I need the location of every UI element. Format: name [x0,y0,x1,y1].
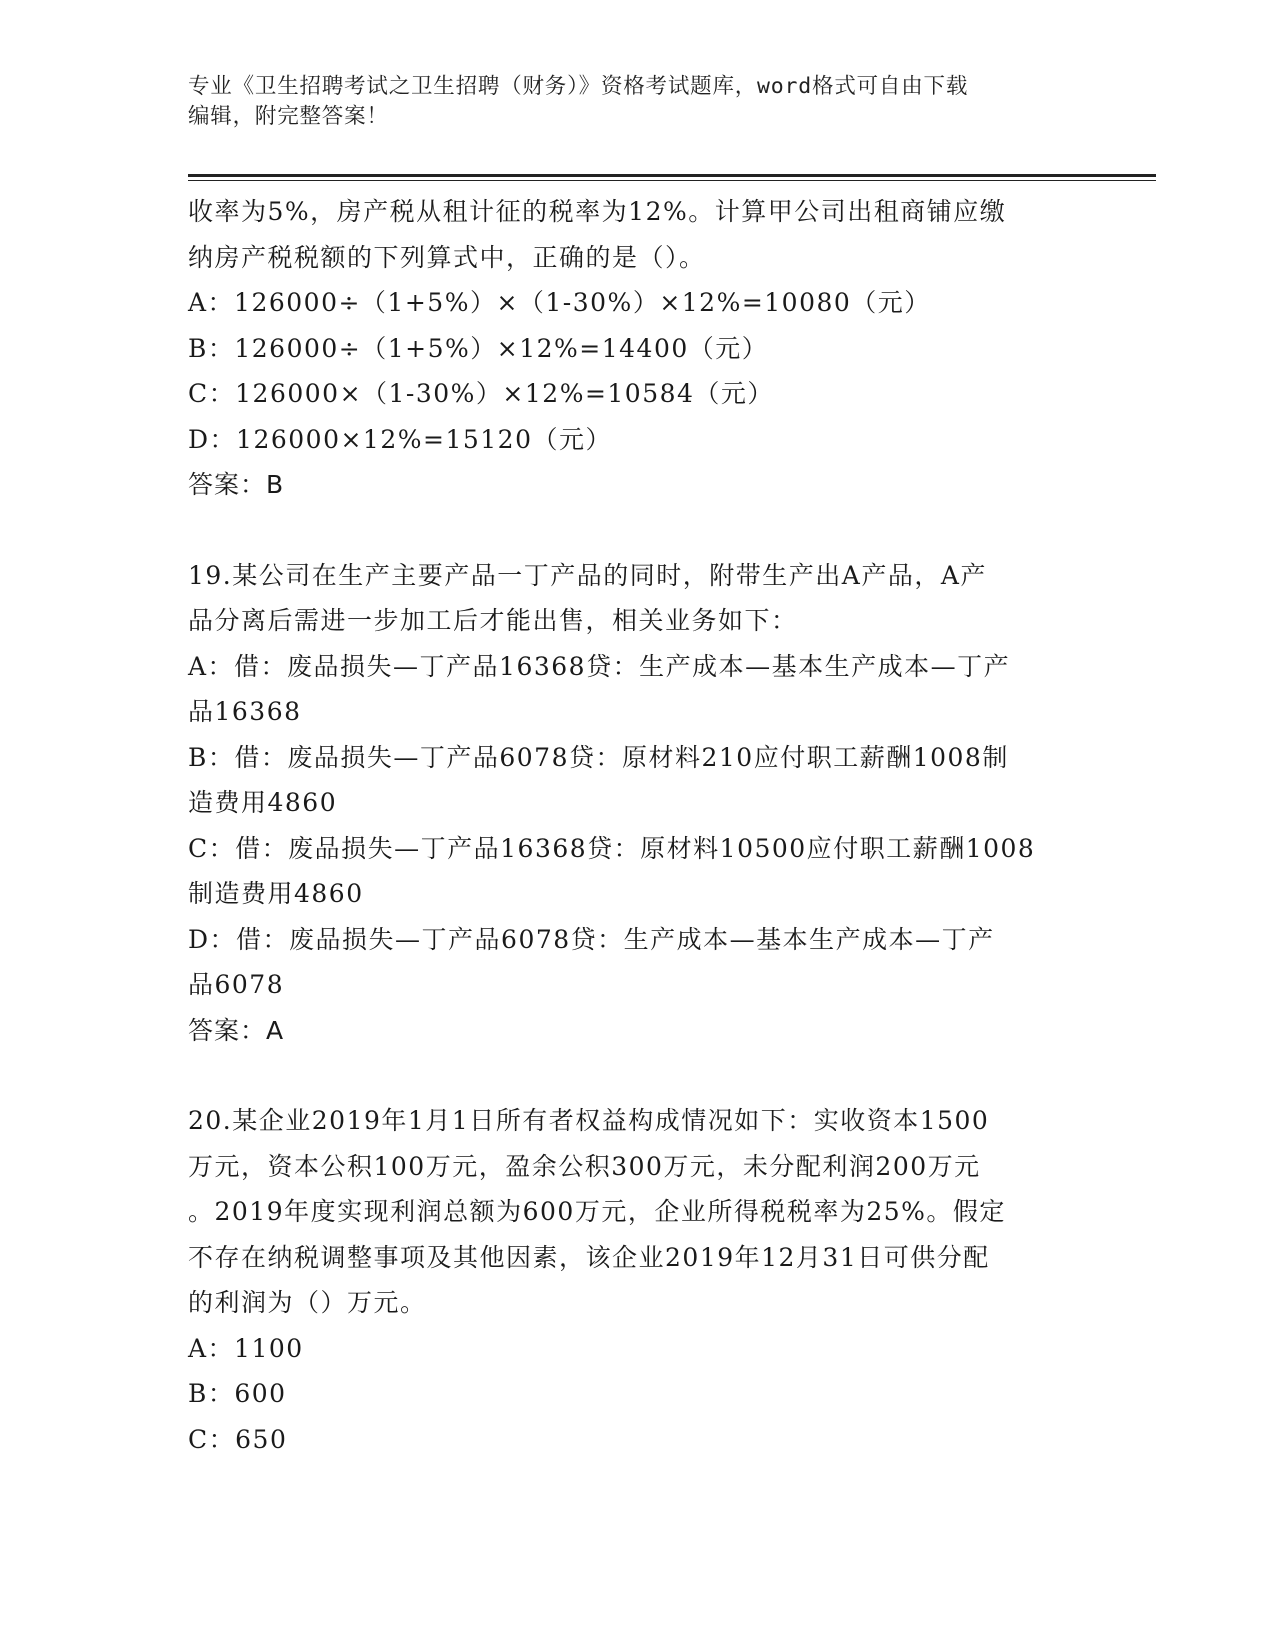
option-d-continued: 品6078 [188,970,285,999]
question-stem-line: 收率为5%，房产税从租计征的税率为12%。计算甲公司出租商铺应缴 [188,197,1007,226]
document-page [188,72,1156,1462]
question-20 [188,1098,1156,1462]
option-c-continued: 制造费用4860 [188,879,364,908]
option-b: B：126000÷（1+5%）×12%=14400（元） [188,333,769,363]
question-stem-line: 20.某企业2019年1月1日所有者权益构成情况如下：实收资本1500 [188,1106,990,1135]
question-stem-line: 。2019年度实现利润总额为600万元，企业所得税税率为25%。假定 [188,1197,1006,1226]
option-a: A：126000÷（1+5%）×（1-30%）×12%=10080（元） [188,288,931,317]
answer-label: 答案：B [188,470,285,499]
question-19 [188,553,1156,1054]
option-d: D：126000×12%=15120（元） [188,424,612,454]
answer-label: 答案：A [188,1015,285,1045]
question-stem-line: 纳房产税税额的下列算式中，正确的是（）。 [188,242,706,272]
header-divider [188,174,1156,181]
option-c: C：借：废品损失—丁产品16368贷：原材料10500应付职工薪酬1008 [188,833,1036,863]
option-a-continued: 品16368 [188,697,302,726]
document-body [188,189,1156,1462]
option-c: C：650 [188,1424,288,1454]
question-stem-line: 不存在纳税调整事项及其他因素，该企业2019年12月31日可供分配 [188,1242,990,1272]
option-b-continued: 造费用4860 [188,788,338,817]
question-stem-line: 19.某公司在生产主要产品一丁产品的同时，附带生产出A产品，A产 [188,560,987,590]
option-c: C：126000×（1-30%）×12%=10584（元） [188,379,774,408]
option-d: D：借：废品损失—丁产品6078贷：生产成本—基本生产成本—丁产 [188,924,995,954]
question-stem-line: 万元，资本公积100万元，盈余公积300万元，未分配利润200万元 [188,1151,981,1181]
option-b: B：借：废品损失—丁产品6078贷：原材料210应付职工薪酬1008制 [188,742,1009,772]
header-line-1: 专业《卫生招聘考试之卫生招聘（财务）》资格考试题库，word格式可自由下载 [188,74,969,99]
question-stem-line: 的利润为（）万元。 [188,1288,427,1317]
document-header [188,72,1156,132]
question-18 [188,189,1156,508]
question-stem-line: 品分离后需进一步加工后才能出售，相关业务如下： [188,606,798,635]
option-a: A：1100 [188,1333,304,1363]
header-line-2: 编辑，附完整答案！ [188,104,389,129]
option-a: A：借：废品损失—丁产品16368贷：生产成本—基本生产成本—丁产 [188,651,1011,681]
option-b: B：600 [188,1379,287,1408]
